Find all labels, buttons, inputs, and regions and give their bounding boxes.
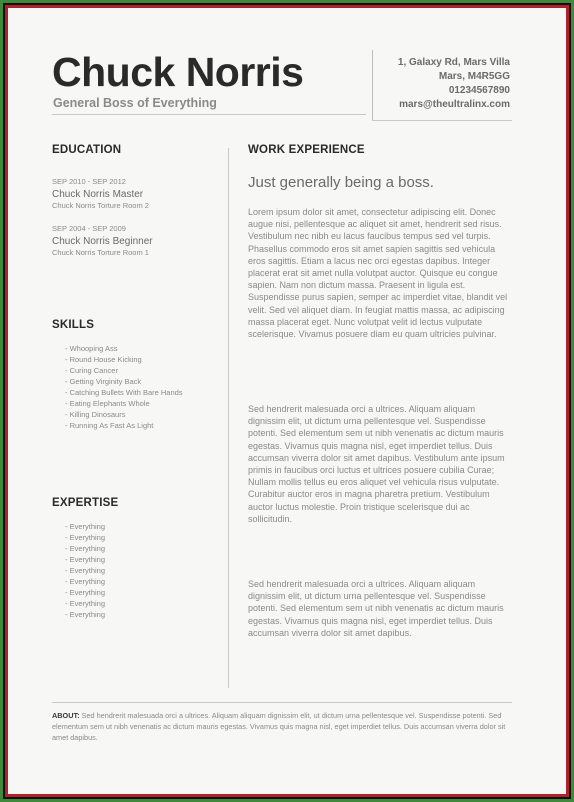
expertise-title: EXPERTISE: [52, 497, 119, 509]
footer-rule: [52, 702, 512, 703]
education-date: SEP 2004 - SEP 2009: [52, 224, 126, 233]
work-paragraph: Lorem ipsum dolor sit amet, consectetur adipiscing elit. Donec augue nisi, pellentesque ac aliquet sit amet, hendrerit sed risus. Vestibulum nec nibh eu lacus faucibus tempus sed vel turpis. Phasellus commodo eros sit amet sapien sagittis sed vehicula eros sagittis. Etiam a lacus nec orci egestas dapibus. Integer placerat erat sit amet nulla volutpat auctor. Quisque eu congue sapien. Nam non dictum massa. Praesent in ligula est. Suspendisse purus sapien, semper ac imperdiet vitae, blandit vel velit. Sed vel aliquet diam. In feugiat mattis massa, ac adipiscing massa placerat eget. Nunc volutpat velit id lectus vulputate scelerisque. Vivamus posuere diam eu quam ultricies pulvinar.: [248, 207, 508, 340]
work-paragraph: Sed hendrerit malesuada orci a ultrices. Aliquam aliquam dignissim elit, ut dictum urna pellentesque vel. Suspendisse potenti. Sed elementum sem ut nibh venenatis ac dictum mauris egestas. Vivamus quis magna nisl, eget imperdiet tellus. Duis accumsan viverra dolor sit amet dapibus.: [248, 579, 504, 638]
skills-list: [65, 343, 225, 431]
list-item: - Everything: [65, 566, 106, 575]
contact-block: [380, 56, 510, 112]
skills-title: SKILLS: [52, 319, 95, 331]
candidate-tagline: General Boss of Everything: [53, 96, 217, 110]
list-item: - Getting Virginity Back: [65, 377, 142, 386]
contact-address-line2: Mars, M4R5GG: [438, 71, 510, 82]
work-headline: Just generally being a boss.: [248, 174, 434, 191]
list-item: - Everything: [65, 588, 106, 597]
candidate-name: Chuck Norris: [52, 49, 304, 95]
contact-email[interactable]: mars@theultralinx.com: [399, 99, 510, 110]
list-item: - Running As Fast As Light: [65, 421, 154, 430]
header-rule: [52, 114, 366, 115]
list-item: - Everything: [65, 555, 106, 564]
list-item: - Curing Cancer: [65, 366, 118, 375]
work-paragraph: Sed hendrerit malesuada orci a ultrices. Aliquam aliquam dignissim elit, ut dictum urna pellentesque vel. Suspendisse potenti. Sed elementum sem ut nibh venenatis ac dictum mauris egestas. Vivamus quis magna nisl, eget imperdiet tellus. Duis accumsan viverra dolor sit amet dapibus. Vestibulum ante ipsum primis in faucibus orci luctus et ultrices posuere cubilia Curae; Nullam mollis tellus eu eros aliquet vel vehicula risus vulputate. Curabitur auctor eros in magna pharetra pretium. Vestibulum auctor luctus molestie. Proin tristique scelerisque dui ac sollicitudin.: [248, 404, 505, 524]
left-column: [52, 144, 222, 619]
work-experience-title: WORK EXPERIENCE: [248, 144, 365, 156]
about-text: Sed hendrerit malesuada orci a ultrices. Aliquam aliquam dignissim elit, ut dictum urna pellentesque vel. Suspendisse potenti. Sed elementum sem ut nibh venenatis ac dictum mauris egestas. Vivamus quis magna nisl, eget imperdiet tellus. Duis accumsan viverra dolor sit amet dapibus.: [52, 711, 506, 742]
contact-rule: [372, 120, 512, 121]
resume-page: [8, 8, 566, 794]
list-item: - Everything: [65, 544, 106, 553]
column-divider: [228, 148, 229, 688]
list-item: - Everything: [65, 533, 106, 542]
contact-address-line1: 1, Galaxy Rd, Mars Villa: [397, 57, 510, 68]
list-item: - Round House Kicking: [65, 355, 142, 364]
list-item: - Everything: [65, 522, 106, 531]
contact-divider: [372, 50, 373, 120]
list-item: - Catching Bullets With Bare Hands: [65, 388, 183, 397]
list-item: - Everything: [65, 577, 106, 586]
list-item: - Killing Dinosaurs: [65, 410, 126, 419]
list-item: - Everything: [65, 610, 106, 619]
education-item: [52, 177, 222, 210]
list-item: - Whooping Ass: [65, 344, 118, 353]
education-title: EDUCATION: [52, 144, 122, 156]
education-place: Chuck Norris Torture Room 2: [52, 201, 149, 210]
education-item: [52, 224, 222, 257]
about-section: [52, 710, 514, 743]
education-date: SEP 2010 - SEP 2012: [52, 177, 126, 186]
list-item: - Eating Elephants Whole: [65, 399, 150, 408]
about-label: ABOUT:: [52, 711, 80, 720]
education-degree: Chuck Norris Beginner: [52, 236, 153, 247]
right-column: [248, 144, 510, 638]
education-degree: Chuck Norris Master: [52, 189, 144, 200]
education-place: Chuck Norris Torture Room 1: [52, 248, 149, 257]
contact-phone: 01234567890: [448, 85, 510, 96]
expertise-list: [65, 521, 225, 620]
list-item: - Everything: [65, 599, 106, 608]
